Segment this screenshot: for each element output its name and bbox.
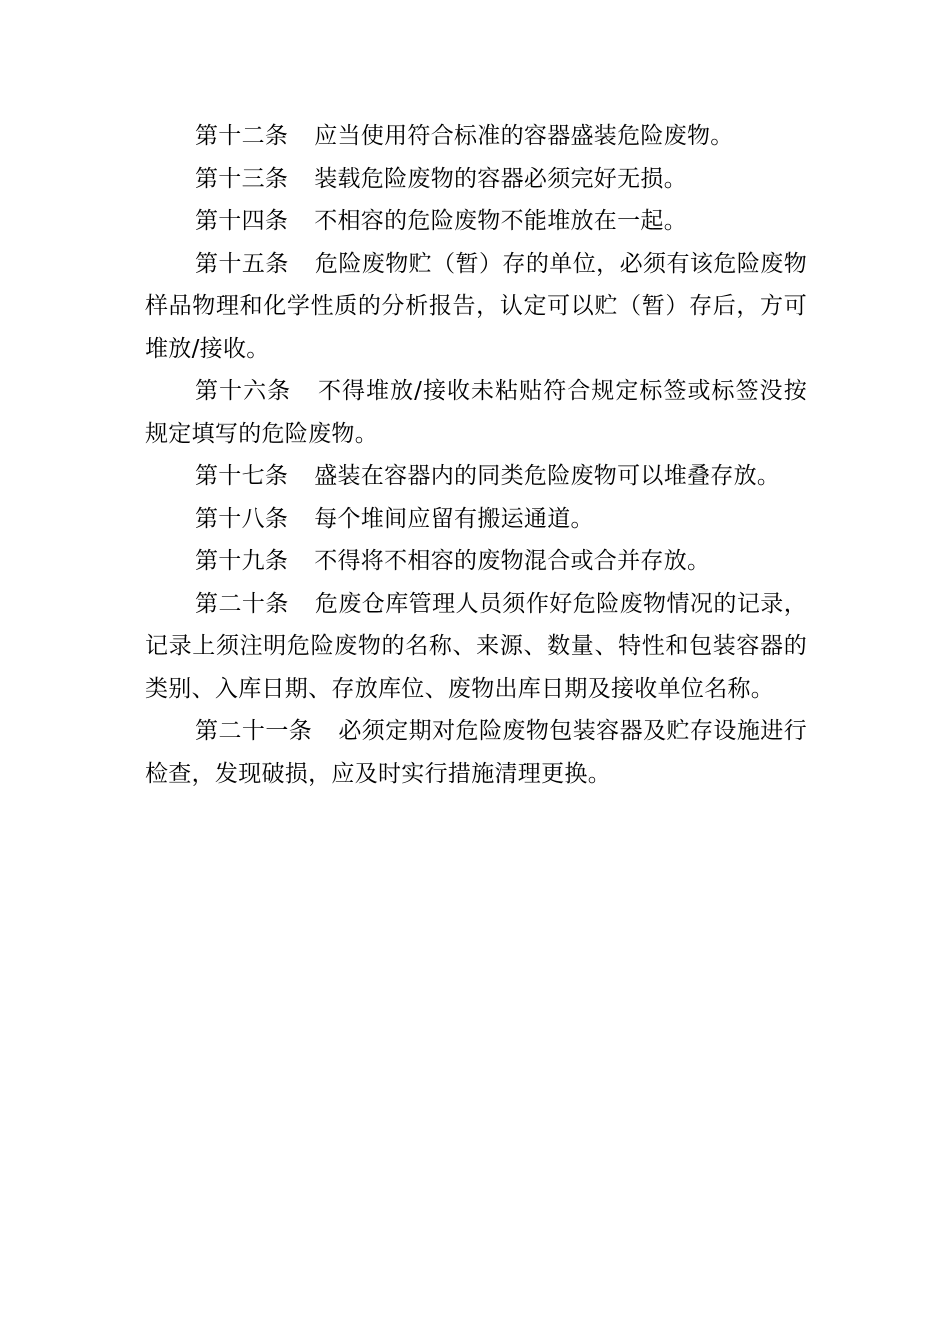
article-number: 第十七条	[195, 463, 289, 489]
article-18	[145, 498, 807, 541]
article-number: 第十五条	[195, 250, 289, 277]
article-text: 不相容的危险废物不能堆放在一起。	[314, 208, 688, 234]
article-number: 第十八条	[195, 505, 289, 532]
article-number: 第十六条	[195, 378, 292, 404]
article-14	[145, 200, 807, 243]
article-21	[145, 710, 807, 795]
document-body	[145, 115, 807, 795]
article-12	[145, 115, 807, 158]
article-text: 每个堆间应留有搬运通道。	[314, 505, 594, 532]
article-text: 盛装在容器内的同类危险废物可以堆叠存放。	[314, 463, 781, 489]
article-number: 第二十条	[195, 590, 289, 617]
article-text: 应当使用符合标准的容器盛装危险废物。	[314, 123, 734, 149]
article-text: 不得堆放/接收未粘贴符合规定标签或标签没按规定填写的危险废物。	[145, 378, 807, 447]
article-number: 第十二条	[195, 123, 289, 149]
article-number: 第二十一条	[195, 718, 313, 744]
article-number: 第十四条	[195, 208, 289, 234]
article-text: 危废仓库管理人员须作好危险废物情况的记录，记录上须注明危险废物的名称、来源、数量、特性和包装容器的类别、入库日期、存放库位、废物出库日期及接收单位名称。	[145, 590, 807, 702]
article-17	[145, 455, 807, 498]
article-13	[145, 158, 807, 201]
article-text: 不得将不相容的废物混合或合并存放。	[314, 548, 711, 574]
article-text: 危险废物贮（暂）存的单位，必须有该危险废物样品物理和化学性质的分析报告，认定可以贮（暂）存后，方可堆放/接收。	[145, 250, 807, 362]
article-text: 装载危险废物的容器必须完好无损。	[314, 165, 688, 192]
article-20	[145, 583, 807, 711]
article-19	[145, 540, 807, 583]
article-16	[145, 370, 807, 455]
article-text: 必须定期对危险废物包装容器及贮存设施进行检查，发现破损，应及时实行措施清理更换。	[145, 718, 808, 787]
article-number: 第十九条	[195, 548, 289, 574]
article-number: 第十三条	[195, 165, 289, 192]
article-15	[145, 243, 807, 371]
